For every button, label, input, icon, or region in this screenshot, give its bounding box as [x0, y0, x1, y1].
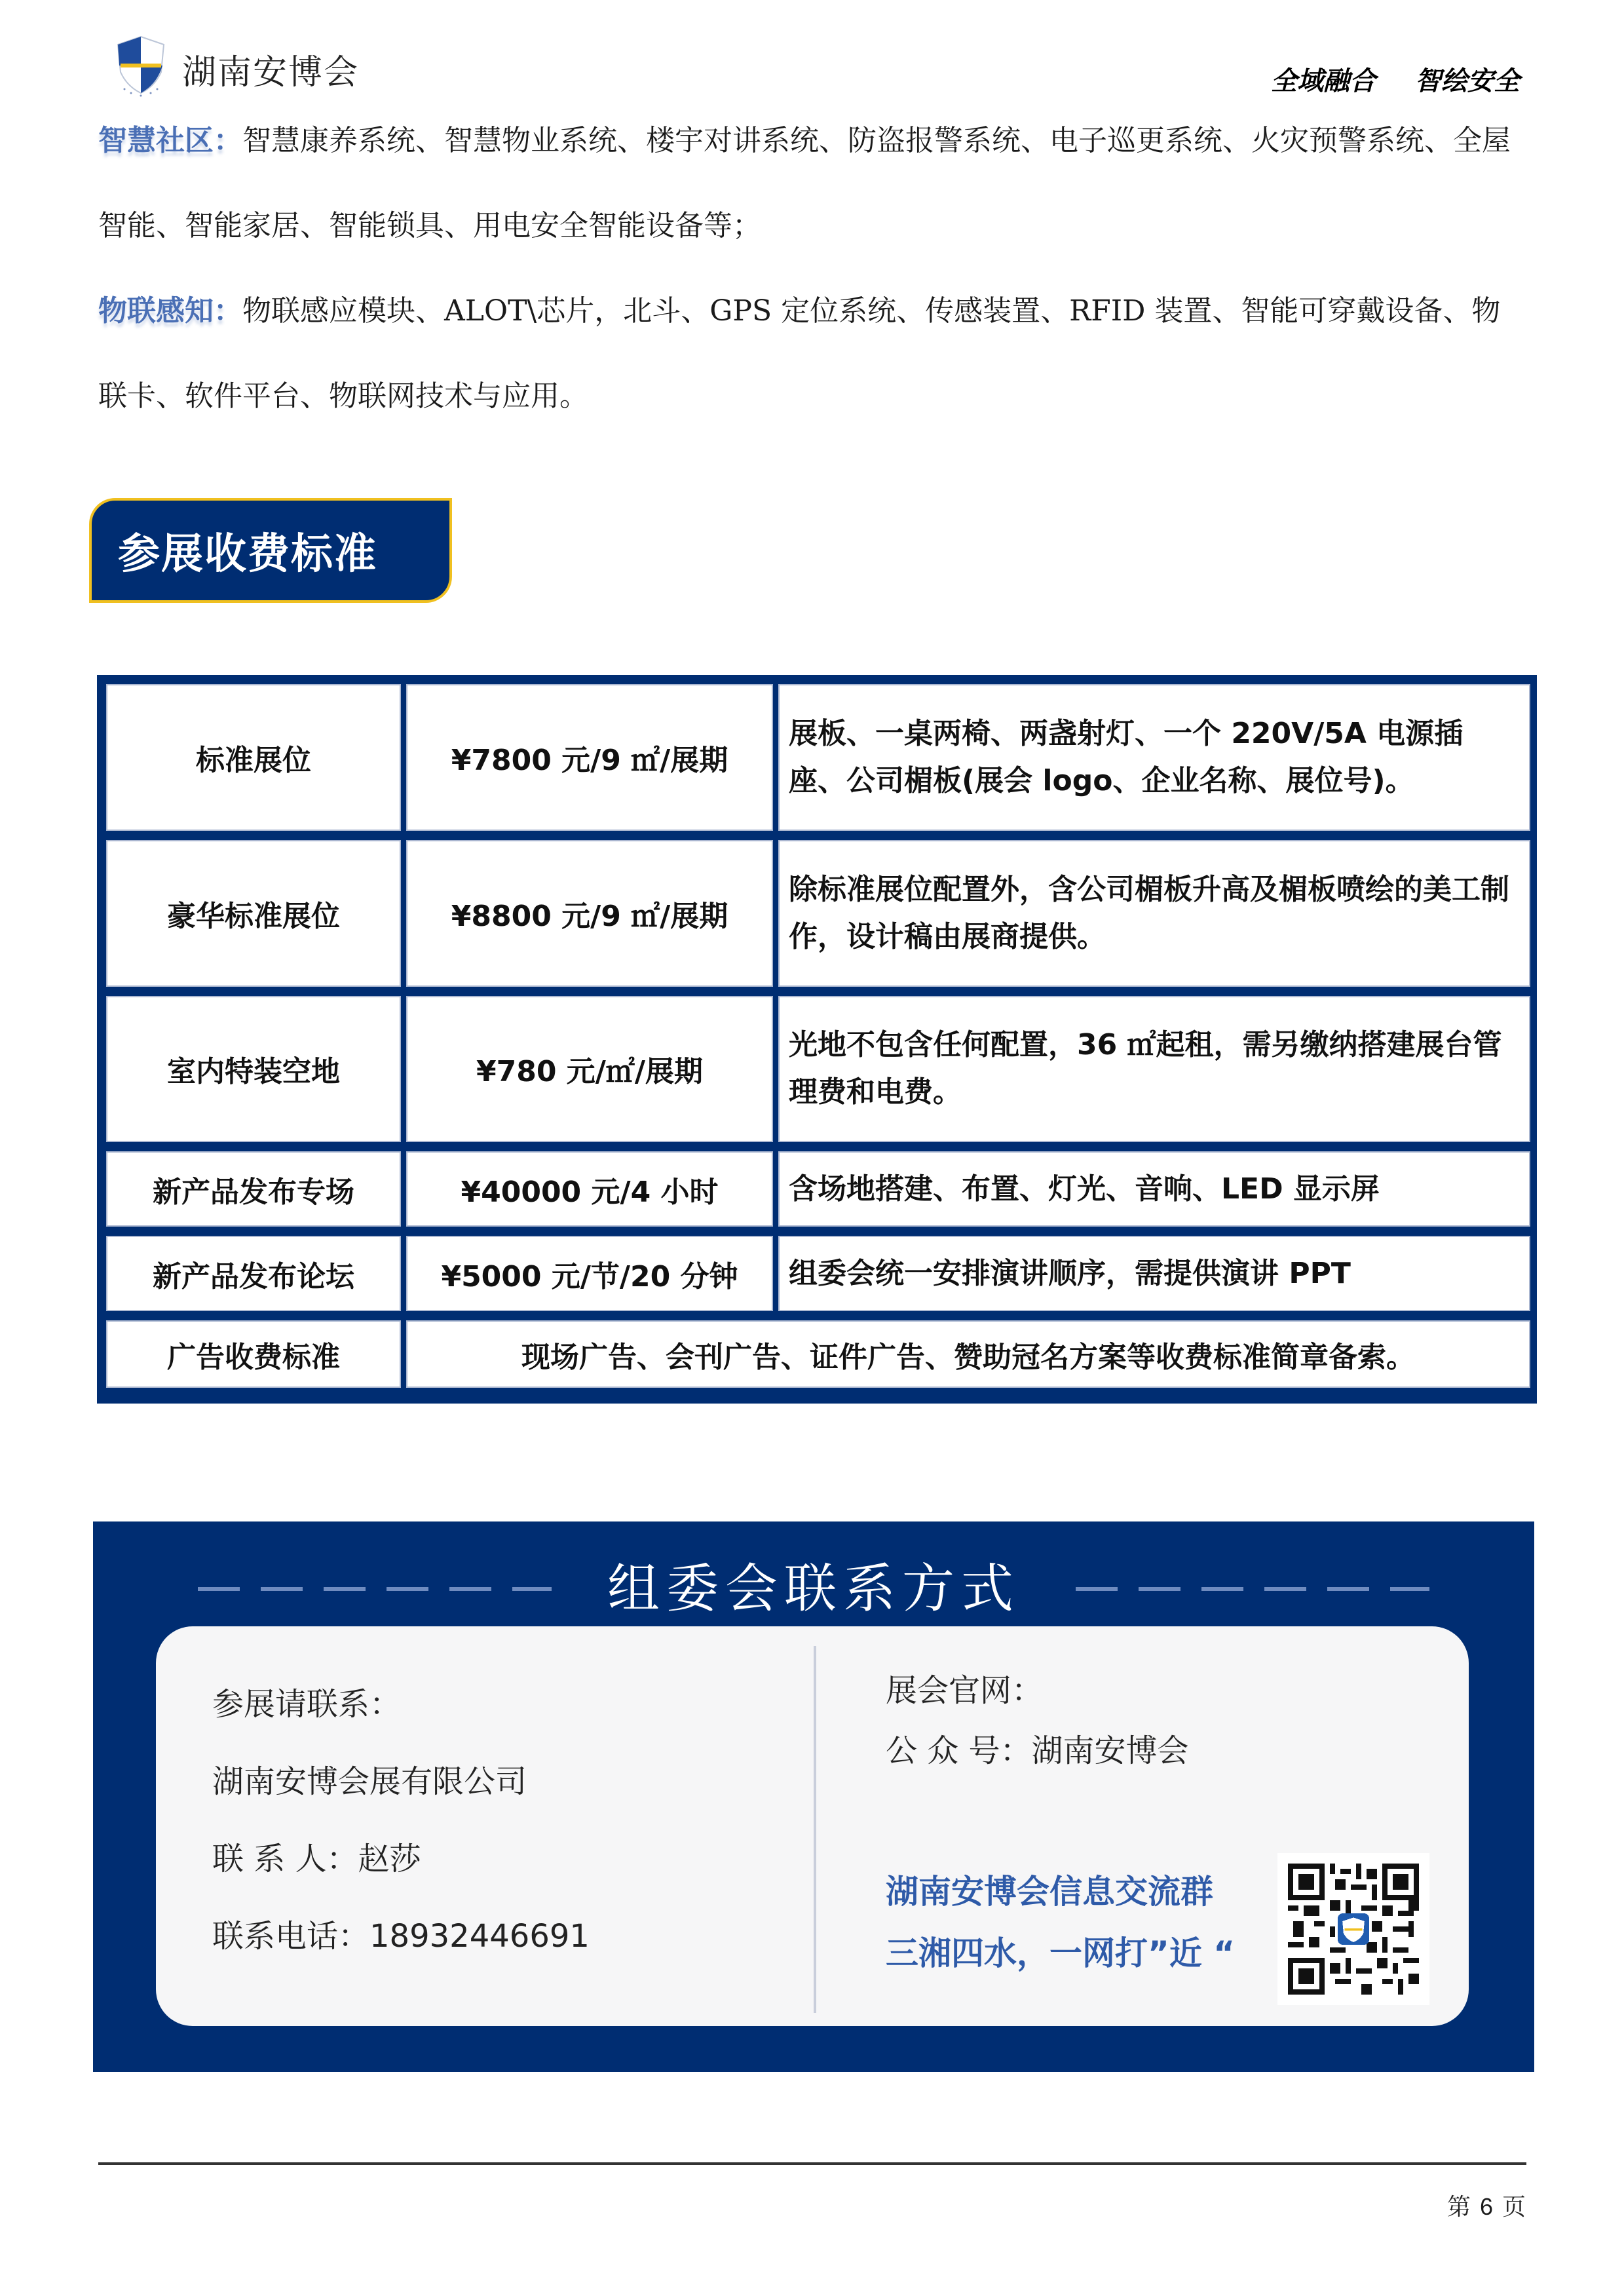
group-slogan: 三湘四水，一网打”近 “ — [886, 1934, 1236, 1972]
divider — [814, 1646, 816, 2013]
paragraph-keyword: 物联感知： — [98, 294, 242, 328]
website-label: 展会官网： — [886, 1672, 1044, 1709]
booth-type-cell: 标准展位 — [106, 684, 401, 831]
page-suffix: 页 — [1501, 2194, 1526, 2221]
contact-left-column — [212, 1666, 590, 1975]
slogan-part-2: 智绘安全 — [1415, 66, 1520, 96]
booth-type-cell: 广告收费标准 — [106, 1320, 401, 1388]
description-cell: 现场广告、会刊广告、证件广告、赞助冠名方案等收费标准简章备索。 — [406, 1320, 1530, 1388]
description-cell: 展板、一桌两椅、两盏射灯、一个 220V/5A 电源插座、公司楣板(展会 logo、企业名称、展位号)。 — [778, 684, 1530, 831]
booth-type-cell: 新产品发布论坛 — [106, 1236, 401, 1311]
description-cell: 组委会统一安排演讲顺序，需提供演讲 PPT — [778, 1236, 1530, 1311]
paragraph-smart-community — [98, 98, 1526, 269]
paragraph-text: 智慧康养系统、智慧物业系统、楼宇对讲系统、防盗报警系统、电子巡更系统、火灾预警系统、全屋智能、智能家居、智能锁具、用电安全智能设备等； — [98, 124, 1511, 242]
slogan-part-1: 全域融合 — [1271, 66, 1376, 96]
fee-table — [97, 675, 1537, 1404]
slogan — [1232, 60, 1520, 98]
wechat-account: 公 众 号：湖南安博会 — [886, 1732, 1189, 1769]
description-cell: 除标准展位配置外，含公司楣板升高及楣板喷绘的美工制作，设计稿由展商提供。 — [778, 840, 1530, 987]
qr-code-icon[interactable] — [1277, 1853, 1429, 2005]
shield-logo-icon — [111, 33, 170, 98]
contact-phone: 联系电话：18932446691 — [212, 1918, 590, 1955]
table-row — [106, 840, 1530, 987]
description-cell: 含场地搭建、布置、灯光、音响、LED 显示屏 — [778, 1151, 1530, 1227]
contact-title: 组委会联系方式 — [607, 1558, 1020, 1619]
booth-type-cell: 室内特装空地 — [106, 996, 401, 1143]
table-row — [106, 996, 1530, 1143]
paragraph-text: 物联感应模块、ALOT\芯片，北斗、GPS 定位系统、传感装置、RFID 装置、智能可穿戴设备、物联卡、软件平台、物联网技术与应用。 — [98, 294, 1501, 413]
booth-type-cell: 新产品发布专场 — [106, 1151, 401, 1227]
price-cell: ¥5000 元/节/20 分钟 — [406, 1236, 773, 1311]
brand-name: 湖南安博会 — [182, 53, 360, 92]
group-promo — [886, 1861, 1235, 1984]
page-number — [1447, 2189, 1526, 2222]
price-cell: ¥40000 元/4 小时 — [406, 1151, 773, 1227]
company-name: 湖南安博会展有限公司 — [212, 1763, 527, 1800]
page-prefix: 第 — [1446, 2194, 1471, 2221]
paragraph-iot-sensing — [98, 269, 1526, 439]
price-cell: ¥8800 元/9 ㎡/展期 — [406, 840, 773, 987]
contact-person: 联 系 人：赵莎 — [212, 1841, 421, 1877]
section-title-tab — [89, 498, 452, 603]
contact-right-column — [886, 1660, 1189, 1781]
contact-panel — [93, 1521, 1534, 2072]
contact-heading: 参展请联系： — [212, 1686, 402, 1723]
price-cell: ¥780 元/㎡/展期 — [406, 996, 773, 1143]
price-cell: ¥7800 元/9 ㎡/展期 — [406, 684, 773, 831]
description-cell: 光地不包含任何配置，36 ㎡起租，需另缴纳搭建展台管理费和电费。 — [778, 996, 1530, 1143]
page-number-value: 6 — [1479, 2193, 1493, 2220]
table-row — [106, 1151, 1530, 1227]
table-row-advertising — [106, 1320, 1530, 1388]
paragraph-keyword: 智慧社区： — [98, 124, 242, 157]
footer-divider — [98, 2162, 1526, 2165]
page-header — [105, 33, 1520, 105]
contact-card — [156, 1626, 1469, 2026]
booth-type-cell: 豪华标准展位 — [106, 840, 401, 987]
decorative-dashes — [1076, 1587, 1429, 1591]
group-name: 湖南安博会信息交流群 — [886, 1873, 1213, 1911]
section-title: 参展收费标准 — [118, 530, 377, 579]
table-row — [106, 684, 1530, 831]
table-row — [106, 1236, 1530, 1311]
